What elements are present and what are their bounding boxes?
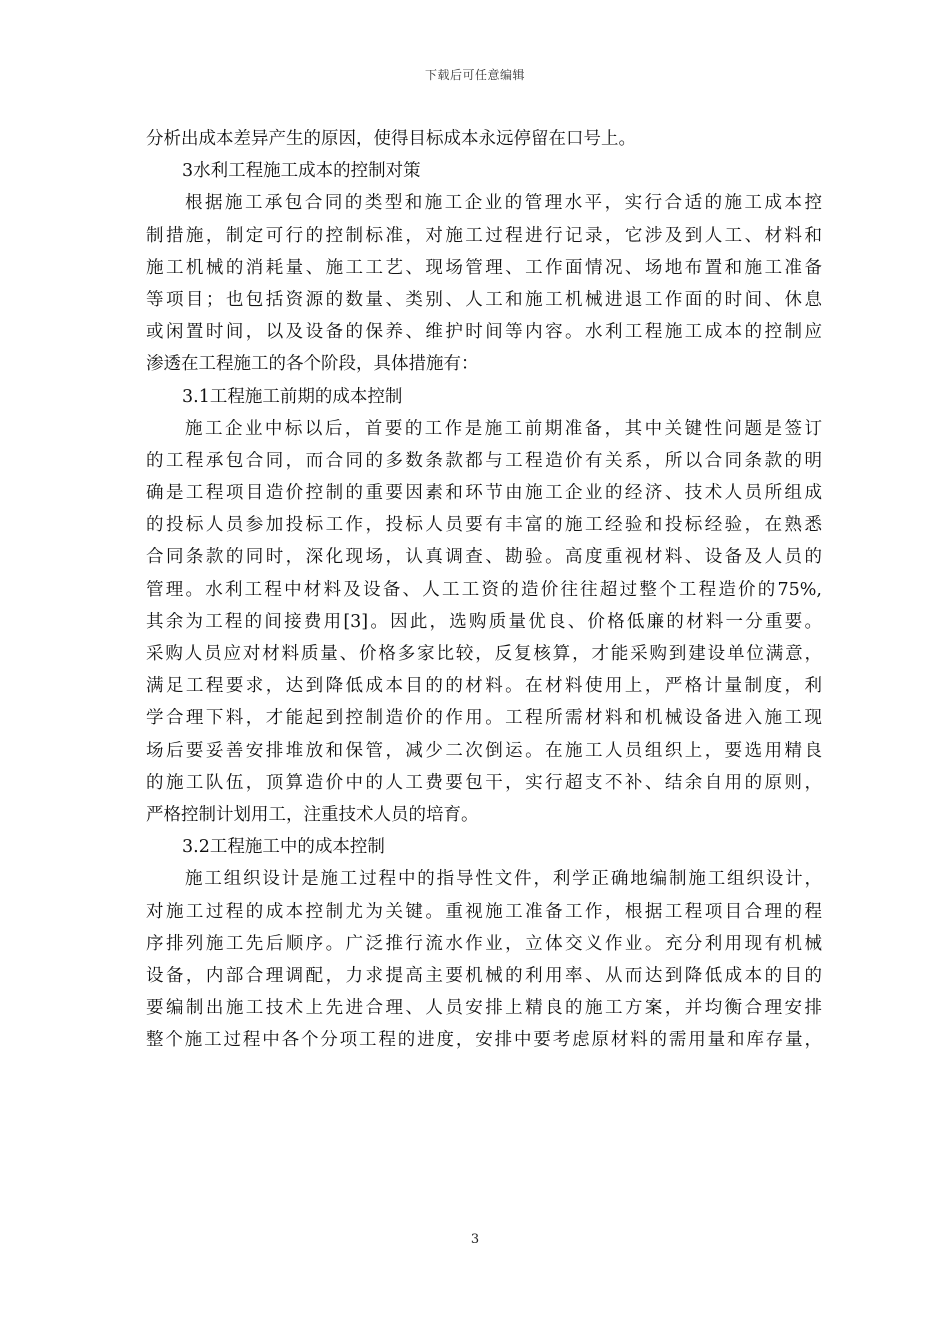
text-line: 分析出成本差异产生的原因，使得目标成本永远停留在口号上。 — [146, 129, 636, 149]
text-line: 施工企业中标以后，首要的工作是施工前期准备，其中关键性问题是签订 — [185, 418, 822, 439]
text-line: 学合理下料，才能起到控制造价的作用。工程所需材料和机械设备进入施工现 — [146, 708, 822, 729]
text-line: 的工程承包合同，而合同的多数条款都与工程造价有关系，所以合同条款的明 — [146, 450, 822, 471]
text-line: 设备，内部合理调配，力求提高主要机械的利用率、从而达到降低成本的目的 — [146, 965, 822, 986]
body-text — [146, 123, 822, 1056]
text-line: 严格控制计划用工，注重技术人员的培育。 — [146, 804, 479, 825]
text-line: 或闲置时间，以及设备的保养、维护时间等内容。水利工程施工成本的控制应 — [146, 322, 822, 343]
page-header: 下载后可任意编辑 — [424, 68, 525, 82]
text-line: 场后要妥善安排堆放和保管，减少二次倒运。在施工人员组织上，要选用精良 — [146, 740, 822, 761]
text-line: 的施工队伍，顶算造价中的人工费要包干，实行超支不补、结余自用的原则， — [146, 772, 822, 793]
text-line: 管理。水利工程中材料及设备、人工工资的造价往往超过整个工程造价的75%, — [146, 579, 822, 600]
text-line: 根据施工承包合同的类型和施工企业的管理水平，实行合适的施工成本控 — [185, 193, 822, 214]
text-line: 的投标人员参加投标工作，投标人员要有丰富的施工经验和投标经验，在熟悉 — [146, 515, 822, 536]
text-line: 等项目；也包括资源的数量、类别、人工和施工机械进退工作面的时间、休息 — [146, 289, 822, 310]
section-heading: 3.1工程施工前期的成本控制 — [182, 386, 403, 407]
text-line: 满足工程要求，达到降低成本目的的材料。在材料使用上，严格计量制度，利 — [146, 676, 822, 697]
text-line: 确是工程项目造价控制的重要因素和环节由施工企业的经济、技术人员所组成 — [146, 483, 822, 504]
text-line: 施工组织设计是施工过程中的指导性文件，利学正确地编制施工组织设计， — [185, 869, 822, 890]
text-line: 序排列施工先后顺序。广泛推行流水作业，立体交义作业。充分利用现有机械 — [146, 933, 822, 954]
text-line: 施工机械的消耗量、施工工艺、现场管理、工作面情况、场地布置和施工准备 — [146, 257, 822, 278]
text-line: 采购人员应对材料质量、价格多家比较，反复核算，才能采购到建设单位满意， — [146, 644, 822, 664]
section-heading: 3水利工程施工成本的控制对策 — [182, 161, 421, 182]
page-number: 3 — [470, 1232, 480, 1247]
text-line: 要编制出施工技术上先进合理、人员安排上精良的施工方案，并均衡合理安排 — [146, 998, 822, 1019]
text-line: 整个施工过程中各个分项工程的进度，安排中要考虑原材料的需用量和库存量， — [146, 1030, 822, 1051]
text-line: 其余为工程的间接费用[3]。因此，选购质量优良、价格低廉的材料一分重要。 — [146, 611, 822, 632]
text-line: 合同条款的同时，深化现场，认真调查、勘验。高度重视材料、设备及人员的 — [146, 547, 822, 568]
text-line: 对施工过程的成本控制尤为关键。重视施工准备工作，根据工程项目合理的程 — [146, 901, 822, 922]
section-heading: 3.2工程施工中的成本控制 — [182, 837, 385, 858]
text-line: 制措施，制定可行的控制标准，对施工过程进行记录，它涉及到人工、材料和 — [146, 225, 822, 246]
text-line: 渗透在工程施工的各个阶段，具体措施有： — [146, 354, 479, 375]
